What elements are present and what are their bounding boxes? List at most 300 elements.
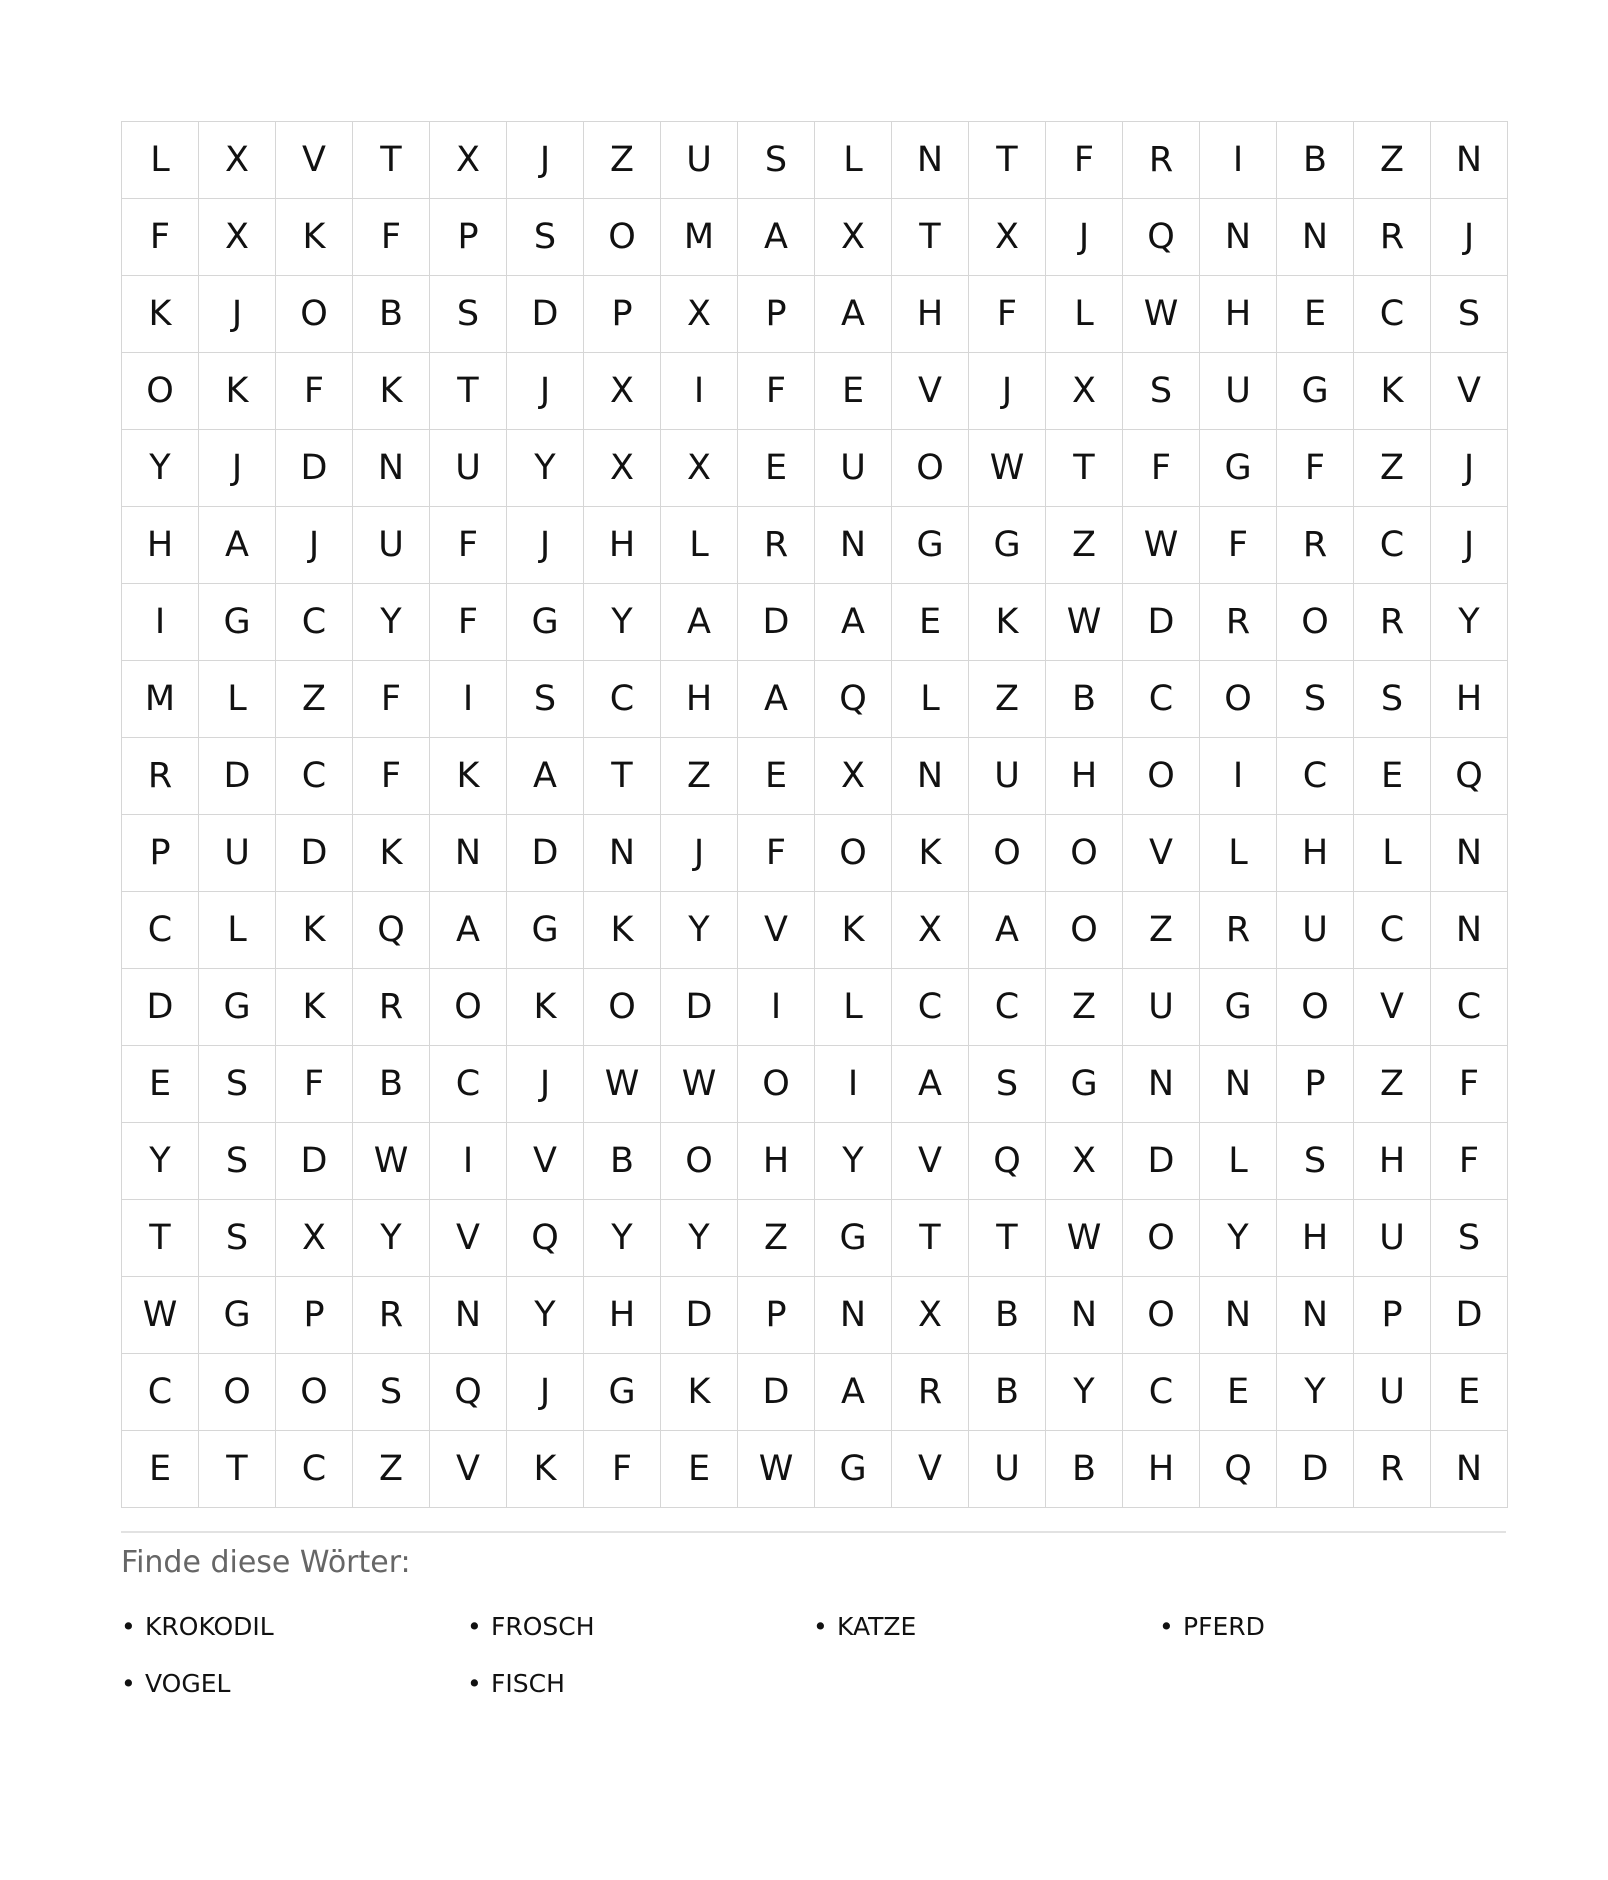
grid-cell[interactable]: Q (815, 661, 892, 738)
grid-cell[interactable]: D (661, 1277, 738, 1354)
grid-cell[interactable]: A (661, 584, 738, 661)
grid-cell[interactable]: E (122, 1431, 199, 1508)
grid-cell[interactable]: V (507, 1123, 584, 1200)
grid-cell[interactable]: N (1200, 1046, 1277, 1123)
grid-cell[interactable]: Y (507, 1277, 584, 1354)
grid-cell[interactable]: S (199, 1123, 276, 1200)
grid-cell[interactable]: N (1200, 1277, 1277, 1354)
grid-cell[interactable]: I (1200, 122, 1277, 199)
grid-cell[interactable]: I (1200, 738, 1277, 815)
grid-cell[interactable]: C (122, 1354, 199, 1431)
grid-cell[interactable]: X (276, 1200, 353, 1277)
grid-cell[interactable]: X (430, 122, 507, 199)
grid-cell[interactable]: T (430, 353, 507, 430)
grid-cell[interactable]: C (1354, 507, 1431, 584)
grid-cell[interactable]: W (1123, 276, 1200, 353)
grid-cell[interactable]: D (122, 969, 199, 1046)
grid-cell[interactable]: X (199, 199, 276, 276)
grid-cell[interactable]: O (1046, 892, 1123, 969)
grid-cell[interactable]: F (122, 199, 199, 276)
grid-cell[interactable]: E (892, 584, 969, 661)
grid-cell[interactable]: C (1354, 276, 1431, 353)
grid-cell[interactable]: E (738, 738, 815, 815)
grid-cell[interactable]: Q (353, 892, 430, 969)
grid-cell[interactable]: T (122, 1200, 199, 1277)
grid-cell[interactable]: C (969, 969, 1046, 1046)
grid-cell[interactable]: F (430, 507, 507, 584)
grid-cell[interactable]: F (969, 276, 1046, 353)
grid-cell[interactable]: G (815, 1200, 892, 1277)
grid-cell[interactable]: Z (276, 661, 353, 738)
grid-cell[interactable]: Y (122, 430, 199, 507)
grid-cell[interactable]: U (1354, 1200, 1431, 1277)
grid-cell[interactable]: W (122, 1277, 199, 1354)
grid-cell[interactable]: B (969, 1354, 1046, 1431)
grid-cell[interactable]: H (122, 507, 199, 584)
grid-cell[interactable]: G (969, 507, 1046, 584)
grid-cell[interactable]: L (1200, 1123, 1277, 1200)
grid-cell[interactable]: K (507, 1431, 584, 1508)
grid-cell[interactable]: F (1277, 430, 1354, 507)
grid-cell[interactable]: Y (1277, 1354, 1354, 1431)
grid-cell[interactable]: V (430, 1431, 507, 1508)
grid-cell[interactable]: H (738, 1123, 815, 1200)
grid-cell[interactable]: J (507, 353, 584, 430)
grid-cell[interactable]: H (661, 661, 738, 738)
grid-cell[interactable]: E (1354, 738, 1431, 815)
grid-cell[interactable]: U (1200, 353, 1277, 430)
grid-cell[interactable]: Y (815, 1123, 892, 1200)
grid-cell[interactable]: G (199, 969, 276, 1046)
grid-cell[interactable]: S (430, 276, 507, 353)
grid-cell[interactable]: K (353, 815, 430, 892)
grid-cell[interactable]: R (122, 738, 199, 815)
grid-cell[interactable]: W (1123, 507, 1200, 584)
grid-cell[interactable]: K (584, 892, 661, 969)
grid-cell[interactable]: X (892, 892, 969, 969)
grid-cell[interactable]: L (122, 122, 199, 199)
grid-cell[interactable]: N (430, 815, 507, 892)
grid-cell[interactable]: A (815, 584, 892, 661)
grid-cell[interactable]: L (815, 969, 892, 1046)
grid-cell[interactable]: F (276, 1046, 353, 1123)
grid-cell[interactable]: J (661, 815, 738, 892)
grid-cell[interactable]: D (1277, 1431, 1354, 1508)
grid-cell[interactable]: Z (738, 1200, 815, 1277)
grid-cell[interactable]: D (661, 969, 738, 1046)
grid-cell[interactable]: E (661, 1431, 738, 1508)
grid-cell[interactable]: D (1123, 1123, 1200, 1200)
grid-cell[interactable]: Q (1431, 738, 1508, 815)
grid-cell[interactable]: U (1354, 1354, 1431, 1431)
grid-cell[interactable]: U (1123, 969, 1200, 1046)
grid-cell[interactable]: D (276, 815, 353, 892)
grid-cell[interactable]: L (892, 661, 969, 738)
grid-cell[interactable]: L (815, 122, 892, 199)
grid-cell[interactable]: X (584, 353, 661, 430)
grid-cell[interactable]: E (815, 353, 892, 430)
grid-cell[interactable]: T (199, 1431, 276, 1508)
grid-cell[interactable]: F (738, 353, 815, 430)
grid-cell[interactable]: T (969, 122, 1046, 199)
grid-cell[interactable]: C (1354, 892, 1431, 969)
grid-cell[interactable]: A (738, 199, 815, 276)
grid-cell[interactable]: B (584, 1123, 661, 1200)
grid-cell[interactable]: R (1200, 584, 1277, 661)
grid-cell[interactable]: L (199, 892, 276, 969)
grid-cell[interactable]: X (969, 199, 1046, 276)
grid-cell[interactable]: H (1431, 661, 1508, 738)
grid-cell[interactable]: G (1200, 969, 1277, 1046)
grid-cell[interactable]: U (1277, 892, 1354, 969)
grid-cell[interactable]: H (584, 1277, 661, 1354)
grid-cell[interactable]: S (507, 199, 584, 276)
grid-cell[interactable]: N (892, 122, 969, 199)
grid-cell[interactable]: V (1123, 815, 1200, 892)
grid-cell[interactable]: N (1277, 199, 1354, 276)
grid-cell[interactable]: O (199, 1354, 276, 1431)
grid-cell[interactable]: X (815, 199, 892, 276)
grid-cell[interactable]: R (1200, 892, 1277, 969)
grid-cell[interactable]: V (1354, 969, 1431, 1046)
grid-cell[interactable]: O (738, 1046, 815, 1123)
grid-cell[interactable]: B (353, 276, 430, 353)
grid-cell[interactable]: F (353, 738, 430, 815)
grid-cell[interactable]: E (1431, 1354, 1508, 1431)
grid-cell[interactable]: O (1123, 738, 1200, 815)
grid-cell[interactable]: K (199, 353, 276, 430)
grid-cell[interactable]: T (969, 1200, 1046, 1277)
grid-cell[interactable]: L (661, 507, 738, 584)
grid-cell[interactable]: B (353, 1046, 430, 1123)
grid-cell[interactable]: K (276, 969, 353, 1046)
grid-cell[interactable]: N (1123, 1046, 1200, 1123)
grid-cell[interactable]: H (1046, 738, 1123, 815)
grid-cell[interactable]: E (1200, 1354, 1277, 1431)
grid-cell[interactable]: U (815, 430, 892, 507)
grid-cell[interactable]: N (815, 507, 892, 584)
grid-cell[interactable]: W (1046, 584, 1123, 661)
grid-cell[interactable]: N (1200, 199, 1277, 276)
grid-cell[interactable]: F (430, 584, 507, 661)
grid-cell[interactable]: O (122, 353, 199, 430)
grid-cell[interactable]: Q (430, 1354, 507, 1431)
grid-cell[interactable]: O (584, 199, 661, 276)
grid-cell[interactable]: G (584, 1354, 661, 1431)
grid-cell[interactable]: K (276, 892, 353, 969)
grid-cell[interactable]: S (199, 1046, 276, 1123)
grid-cell[interactable]: F (1046, 122, 1123, 199)
grid-cell[interactable]: H (584, 507, 661, 584)
grid-cell[interactable]: V (738, 892, 815, 969)
grid-cell[interactable]: T (892, 1200, 969, 1277)
grid-cell[interactable]: J (507, 1354, 584, 1431)
grid-cell[interactable]: V (892, 1431, 969, 1508)
grid-cell[interactable]: Y (661, 1200, 738, 1277)
grid-cell[interactable]: Q (507, 1200, 584, 1277)
grid-cell[interactable]: T (892, 199, 969, 276)
grid-cell[interactable]: L (199, 661, 276, 738)
grid-cell[interactable]: H (892, 276, 969, 353)
grid-cell[interactable]: O (1200, 661, 1277, 738)
grid-cell[interactable]: O (661, 1123, 738, 1200)
grid-cell[interactable]: Y (661, 892, 738, 969)
grid-cell[interactable]: U (661, 122, 738, 199)
grid-cell[interactable]: N (1431, 1431, 1508, 1508)
grid-cell[interactable]: U (199, 815, 276, 892)
grid-cell[interactable]: X (1046, 1123, 1123, 1200)
grid-cell[interactable]: G (1046, 1046, 1123, 1123)
grid-cell[interactable]: L (1354, 815, 1431, 892)
grid-cell[interactable]: J (276, 507, 353, 584)
grid-cell[interactable]: A (815, 1354, 892, 1431)
grid-cell[interactable]: N (815, 1277, 892, 1354)
grid-cell[interactable]: G (199, 1277, 276, 1354)
grid-cell[interactable]: W (738, 1431, 815, 1508)
grid-cell[interactable]: U (430, 430, 507, 507)
grid-cell[interactable]: K (892, 815, 969, 892)
grid-cell[interactable]: D (1123, 584, 1200, 661)
grid-cell[interactable]: V (276, 122, 353, 199)
grid-cell[interactable]: F (353, 661, 430, 738)
grid-cell[interactable]: W (584, 1046, 661, 1123)
grid-cell[interactable]: O (276, 276, 353, 353)
grid-cell[interactable]: T (353, 122, 430, 199)
grid-cell[interactable]: Z (1354, 430, 1431, 507)
grid-cell[interactable]: Z (1354, 122, 1431, 199)
grid-cell[interactable]: G (507, 584, 584, 661)
grid-cell[interactable]: Y (353, 584, 430, 661)
grid-cell[interactable]: O (1123, 1277, 1200, 1354)
grid-cell[interactable]: D (276, 1123, 353, 1200)
grid-cell[interactable]: P (738, 1277, 815, 1354)
grid-cell[interactable]: C (1123, 661, 1200, 738)
grid-cell[interactable]: C (276, 584, 353, 661)
grid-cell[interactable]: L (1200, 815, 1277, 892)
grid-cell[interactable]: A (507, 738, 584, 815)
grid-cell[interactable]: C (276, 738, 353, 815)
grid-cell[interactable]: P (276, 1277, 353, 1354)
grid-cell[interactable]: J (969, 353, 1046, 430)
grid-cell[interactable]: Z (1123, 892, 1200, 969)
grid-cell[interactable]: X (815, 738, 892, 815)
grid-cell[interactable]: Y (1200, 1200, 1277, 1277)
grid-cell[interactable]: Z (1046, 969, 1123, 1046)
grid-cell[interactable]: C (892, 969, 969, 1046)
grid-cell[interactable]: X (892, 1277, 969, 1354)
grid-cell[interactable]: P (738, 276, 815, 353)
grid-cell[interactable]: U (969, 1431, 1046, 1508)
grid-cell[interactable]: V (1431, 353, 1508, 430)
grid-cell[interactable]: C (1277, 738, 1354, 815)
grid-cell[interactable]: D (507, 815, 584, 892)
grid-cell[interactable]: N (1277, 1277, 1354, 1354)
grid-cell[interactable]: Y (1046, 1354, 1123, 1431)
grid-cell[interactable]: V (892, 1123, 969, 1200)
grid-cell[interactable]: A (199, 507, 276, 584)
grid-cell[interactable]: S (738, 122, 815, 199)
grid-cell[interactable]: K (507, 969, 584, 1046)
grid-cell[interactable]: Q (1123, 199, 1200, 276)
grid-cell[interactable]: D (276, 430, 353, 507)
grid-cell[interactable]: I (430, 661, 507, 738)
grid-cell[interactable]: R (1123, 122, 1200, 199)
grid-cell[interactable]: P (584, 276, 661, 353)
grid-cell[interactable]: C (584, 661, 661, 738)
grid-cell[interactable]: D (738, 584, 815, 661)
grid-cell[interactable]: C (122, 892, 199, 969)
grid-cell[interactable]: A (969, 892, 1046, 969)
grid-cell[interactable]: F (1200, 507, 1277, 584)
grid-cell[interactable]: H (1123, 1431, 1200, 1508)
grid-cell[interactable]: A (738, 661, 815, 738)
grid-cell[interactable]: R (1354, 1431, 1431, 1508)
grid-cell[interactable]: K (122, 276, 199, 353)
grid-cell[interactable]: Z (1354, 1046, 1431, 1123)
grid-cell[interactable]: D (507, 276, 584, 353)
grid-cell[interactable]: J (507, 507, 584, 584)
grid-cell[interactable]: I (738, 969, 815, 1046)
grid-cell[interactable]: O (815, 815, 892, 892)
grid-cell[interactable]: S (1354, 661, 1431, 738)
grid-cell[interactable]: Z (353, 1431, 430, 1508)
grid-cell[interactable]: S (969, 1046, 1046, 1123)
grid-cell[interactable]: G (892, 507, 969, 584)
grid-cell[interactable]: M (661, 199, 738, 276)
grid-cell[interactable]: O (892, 430, 969, 507)
grid-cell[interactable]: W (353, 1123, 430, 1200)
grid-cell[interactable]: Y (1431, 584, 1508, 661)
grid-cell[interactable]: T (1046, 430, 1123, 507)
grid-cell[interactable]: F (1431, 1046, 1508, 1123)
grid-cell[interactable]: K (969, 584, 1046, 661)
grid-cell[interactable]: U (969, 738, 1046, 815)
grid-cell[interactable]: S (1431, 276, 1508, 353)
grid-cell[interactable]: W (969, 430, 1046, 507)
grid-cell[interactable]: B (969, 1277, 1046, 1354)
grid-cell[interactable]: O (584, 969, 661, 1046)
grid-cell[interactable]: V (892, 353, 969, 430)
grid-cell[interactable]: C (276, 1431, 353, 1508)
grid-cell[interactable]: X (199, 122, 276, 199)
grid-cell[interactable]: N (1431, 122, 1508, 199)
grid-cell[interactable]: I (661, 353, 738, 430)
grid-cell[interactable]: Y (122, 1123, 199, 1200)
grid-cell[interactable]: K (1354, 353, 1431, 430)
grid-cell[interactable]: H (1200, 276, 1277, 353)
grid-cell[interactable]: S (1277, 1123, 1354, 1200)
grid-cell[interactable]: D (738, 1354, 815, 1431)
grid-cell[interactable]: Z (1046, 507, 1123, 584)
grid-cell[interactable]: U (353, 507, 430, 584)
grid-cell[interactable]: W (661, 1046, 738, 1123)
grid-cell[interactable]: Q (969, 1123, 1046, 1200)
grid-cell[interactable]: O (1277, 969, 1354, 1046)
grid-cell[interactable]: A (815, 276, 892, 353)
grid-cell[interactable]: S (1431, 1200, 1508, 1277)
grid-cell[interactable]: G (1200, 430, 1277, 507)
grid-cell[interactable]: E (738, 430, 815, 507)
grid-cell[interactable]: O (276, 1354, 353, 1431)
grid-cell[interactable]: E (1277, 276, 1354, 353)
grid-cell[interactable]: I (815, 1046, 892, 1123)
grid-cell[interactable]: R (1354, 199, 1431, 276)
grid-cell[interactable]: O (1277, 584, 1354, 661)
grid-cell[interactable]: O (1046, 815, 1123, 892)
grid-cell[interactable]: F (1431, 1123, 1508, 1200)
grid-cell[interactable]: P (1277, 1046, 1354, 1123)
grid-cell[interactable]: K (430, 738, 507, 815)
grid-cell[interactable]: S (1123, 353, 1200, 430)
grid-cell[interactable]: R (1277, 507, 1354, 584)
grid-cell[interactable]: O (969, 815, 1046, 892)
grid-cell[interactable]: S (1277, 661, 1354, 738)
grid-cell[interactable]: I (430, 1123, 507, 1200)
grid-cell[interactable]: X (1046, 353, 1123, 430)
grid-cell[interactable]: S (507, 661, 584, 738)
grid-cell[interactable]: Y (584, 584, 661, 661)
grid-cell[interactable]: Y (507, 430, 584, 507)
grid-cell[interactable]: Y (584, 1200, 661, 1277)
grid-cell[interactable]: H (1277, 1200, 1354, 1277)
grid-cell[interactable]: G (507, 892, 584, 969)
grid-cell[interactable]: B (1046, 1431, 1123, 1508)
grid-cell[interactable]: D (199, 738, 276, 815)
grid-cell[interactable]: N (1431, 892, 1508, 969)
grid-cell[interactable]: P (430, 199, 507, 276)
grid-cell[interactable]: G (815, 1431, 892, 1508)
grid-cell[interactable]: Z (661, 738, 738, 815)
grid-cell[interactable]: X (661, 430, 738, 507)
grid-cell[interactable]: Y (353, 1200, 430, 1277)
grid-cell[interactable]: R (1354, 584, 1431, 661)
grid-cell[interactable]: J (199, 276, 276, 353)
grid-cell[interactable]: B (1277, 122, 1354, 199)
grid-cell[interactable]: C (430, 1046, 507, 1123)
grid-cell[interactable]: V (430, 1200, 507, 1277)
grid-cell[interactable]: R (353, 969, 430, 1046)
grid-cell[interactable]: N (1431, 815, 1508, 892)
grid-cell[interactable]: N (892, 738, 969, 815)
grid-cell[interactable]: N (353, 430, 430, 507)
grid-cell[interactable]: G (199, 584, 276, 661)
grid-cell[interactable]: J (1046, 199, 1123, 276)
grid-cell[interactable]: A (892, 1046, 969, 1123)
grid-cell[interactable]: T (584, 738, 661, 815)
grid-cell[interactable]: J (1431, 199, 1508, 276)
grid-cell[interactable]: L (1046, 276, 1123, 353)
grid-cell[interactable]: K (661, 1354, 738, 1431)
grid-cell[interactable]: F (276, 353, 353, 430)
grid-cell[interactable]: S (199, 1200, 276, 1277)
grid-cell[interactable]: H (1354, 1123, 1431, 1200)
grid-cell[interactable]: X (584, 430, 661, 507)
grid-cell[interactable]: D (1431, 1277, 1508, 1354)
grid-cell[interactable]: F (738, 815, 815, 892)
grid-cell[interactable]: J (507, 1046, 584, 1123)
grid-cell[interactable]: Z (969, 661, 1046, 738)
grid-cell[interactable]: S (353, 1354, 430, 1431)
grid-cell[interactable]: N (584, 815, 661, 892)
grid-cell[interactable]: K (815, 892, 892, 969)
grid-cell[interactable]: I (122, 584, 199, 661)
grid-cell[interactable]: P (1354, 1277, 1431, 1354)
grid-cell[interactable]: O (430, 969, 507, 1046)
grid-cell[interactable]: R (353, 1277, 430, 1354)
grid-cell[interactable]: F (1123, 430, 1200, 507)
grid-cell[interactable]: Z (584, 122, 661, 199)
grid-cell[interactable]: J (1431, 430, 1508, 507)
